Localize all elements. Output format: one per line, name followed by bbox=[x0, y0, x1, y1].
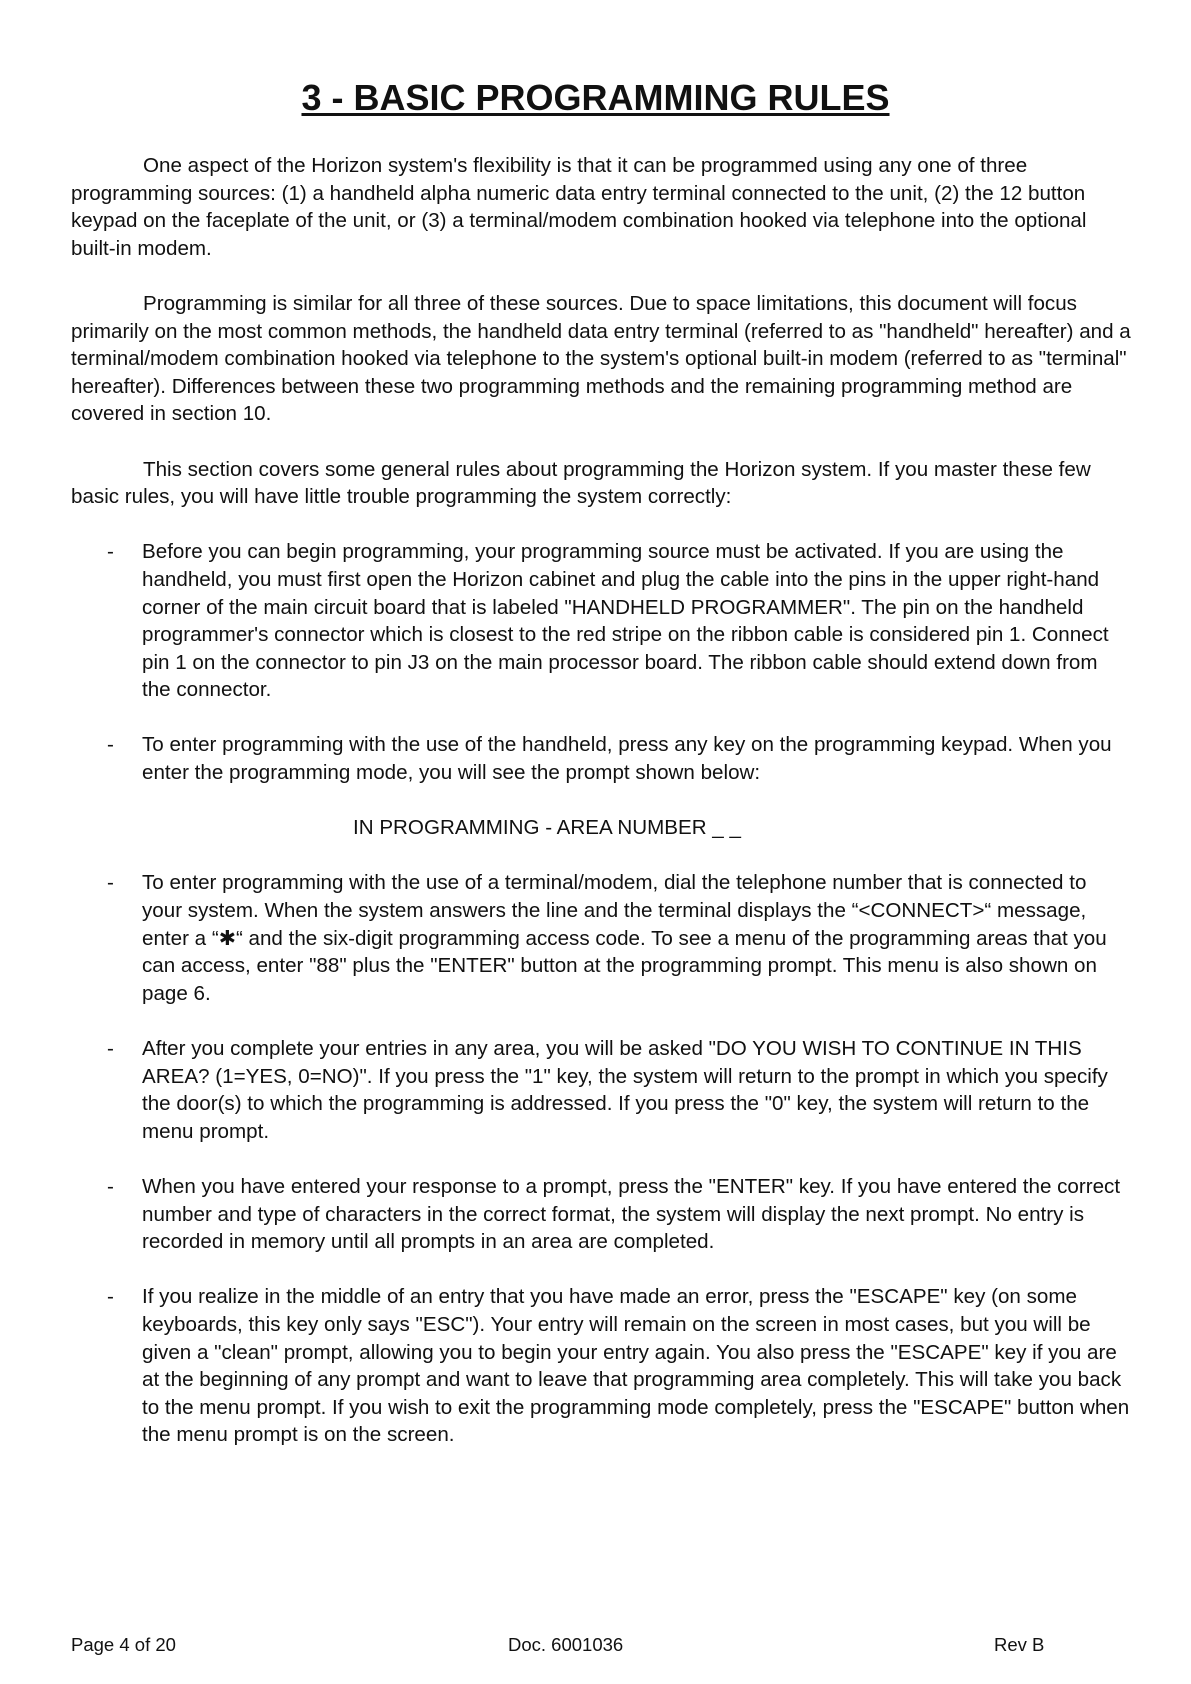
footer-doc-number: Doc. 6001036 bbox=[508, 1634, 624, 1655]
prompt-example: IN PROGRAMMING - AREA NUMBER _ _ bbox=[353, 816, 741, 840]
rule-item-enter-terminal bbox=[71, 869, 1131, 1007]
rule-item-escape-key bbox=[71, 1283, 1131, 1449]
rules-list-continued bbox=[71, 869, 1131, 1448]
footer-revision: Rev B bbox=[994, 1634, 1045, 1655]
intro-paragraph-2: Programming is similar for all three of these sources. Due to space limitations, this document will focus primarily on the most common methods, the handheld data entry terminal (referred to as "handheld" hereafter) and a terminal/modem combination hooked via telephone to the system's optional built-in modem (referred to as "terminal" hereafter). Differences between these two programming methods and the remaining programming method are covered in section 10. bbox=[71, 291, 1131, 426]
rule-text: To enter programming with the use of a terminal/modem, dial the telephone number that is connected to your system. When the system answers the line and the terminal displays the “<CONNECT>“ message, enter a “✱“ and the six-digit programming access code. To see a menu of the programming areas that you can access, enter "88" plus the "ENTER" button at the programming prompt. This menu is also shown on page 6. bbox=[142, 871, 1107, 1005]
bullet-dash: - bbox=[107, 733, 114, 757]
rule-text: If you realize in the middle of an entry that you have made an error, press the "ESCAPE" key (on some keyboards, this key only says "ESC"). Your entry will remain on the screen in most cases, but you will be given a "clean" prompt, allowing you to begin your entry again. You also press the "ESCAPE" key if you are at the beginning of any prompt and want to leave that programming area completely. This will take you back to the menu prompt. If you wish to exit the programming mode completely, press the "ESCAPE" button when the menu prompt is on the screen. bbox=[142, 1285, 1130, 1447]
rule-item-activate-source bbox=[71, 538, 1131, 704]
page-title: 3 - BASIC PROGRAMMING RULES bbox=[301, 77, 890, 118]
bullet-dash: - bbox=[107, 1037, 114, 1060]
rule-item-continue-area bbox=[71, 1035, 1131, 1145]
rule-text: To enter programming with the use of the handheld, press any key on the programming keypad. When you enter the programming mode, you will see the prompt shown below: bbox=[142, 733, 1112, 785]
rules-list bbox=[71, 538, 1131, 786]
bullet-dash: - bbox=[107, 540, 114, 564]
bullet-dash: - bbox=[107, 871, 114, 895]
intro-paragraph-3: This section covers some general rules about programming the Horizon system. If you master these few basic rules, you will have little trouble programming the system correctly: bbox=[71, 457, 1091, 509]
document-body bbox=[71, 152, 1131, 1477]
bullet-dash: - bbox=[107, 1285, 114, 1309]
intro-paragraph-1: One aspect of the Horizon system's flexibility is that it can be programmed using any one of three programming sources: (1) a handheld alpha numeric data entry terminal connected to the unit, (2) the 12 button keypad on the faceplate of the unit, or (3) a terminal/modem combination hooked via telephone into the optional built-in modem. bbox=[71, 154, 1087, 260]
rule-text: After you complete your entries in any area, you will be asked "DO YOU WISH TO CONTINUE IN THIS AREA? (1=YES, 0=NO)". If you press the "1" key, the system will return to the prompt in which you specify the door(s) to which the programming is addressed. If you press the "0" key, the system will return to the menu prompt. bbox=[142, 1037, 1108, 1143]
footer-page-number: Page 4 of 20 bbox=[71, 1634, 176, 1655]
bullet-dash: - bbox=[107, 1174, 114, 1198]
rule-item-enter-handheld bbox=[71, 731, 1131, 786]
rule-item-enter-key bbox=[71, 1173, 1131, 1256]
rule-text: When you have entered your response to a prompt, press the "ENTER" key. If you have entered the correct number and type of characters in the correct format, the system will display the next prompt. No entry is recorded in memory until all prompts in an area are completed. bbox=[142, 1174, 1121, 1254]
rule-text: Before you can begin programming, your programming source must be activated. If you are using the handheld, you must first open the Horizon cabinet and plug the cable into the pins in the upper right-hand corner of the main circuit board that is labeled "HANDHELD PROGRAMMER". The pin on the handheld programmer's connector which is closest to the red stripe on the ribbon cable is considered pin 1. Connect pin 1 on the connector to pin J3 on the main processor board. The ribbon cable should extend down from the connector. bbox=[142, 540, 1109, 702]
